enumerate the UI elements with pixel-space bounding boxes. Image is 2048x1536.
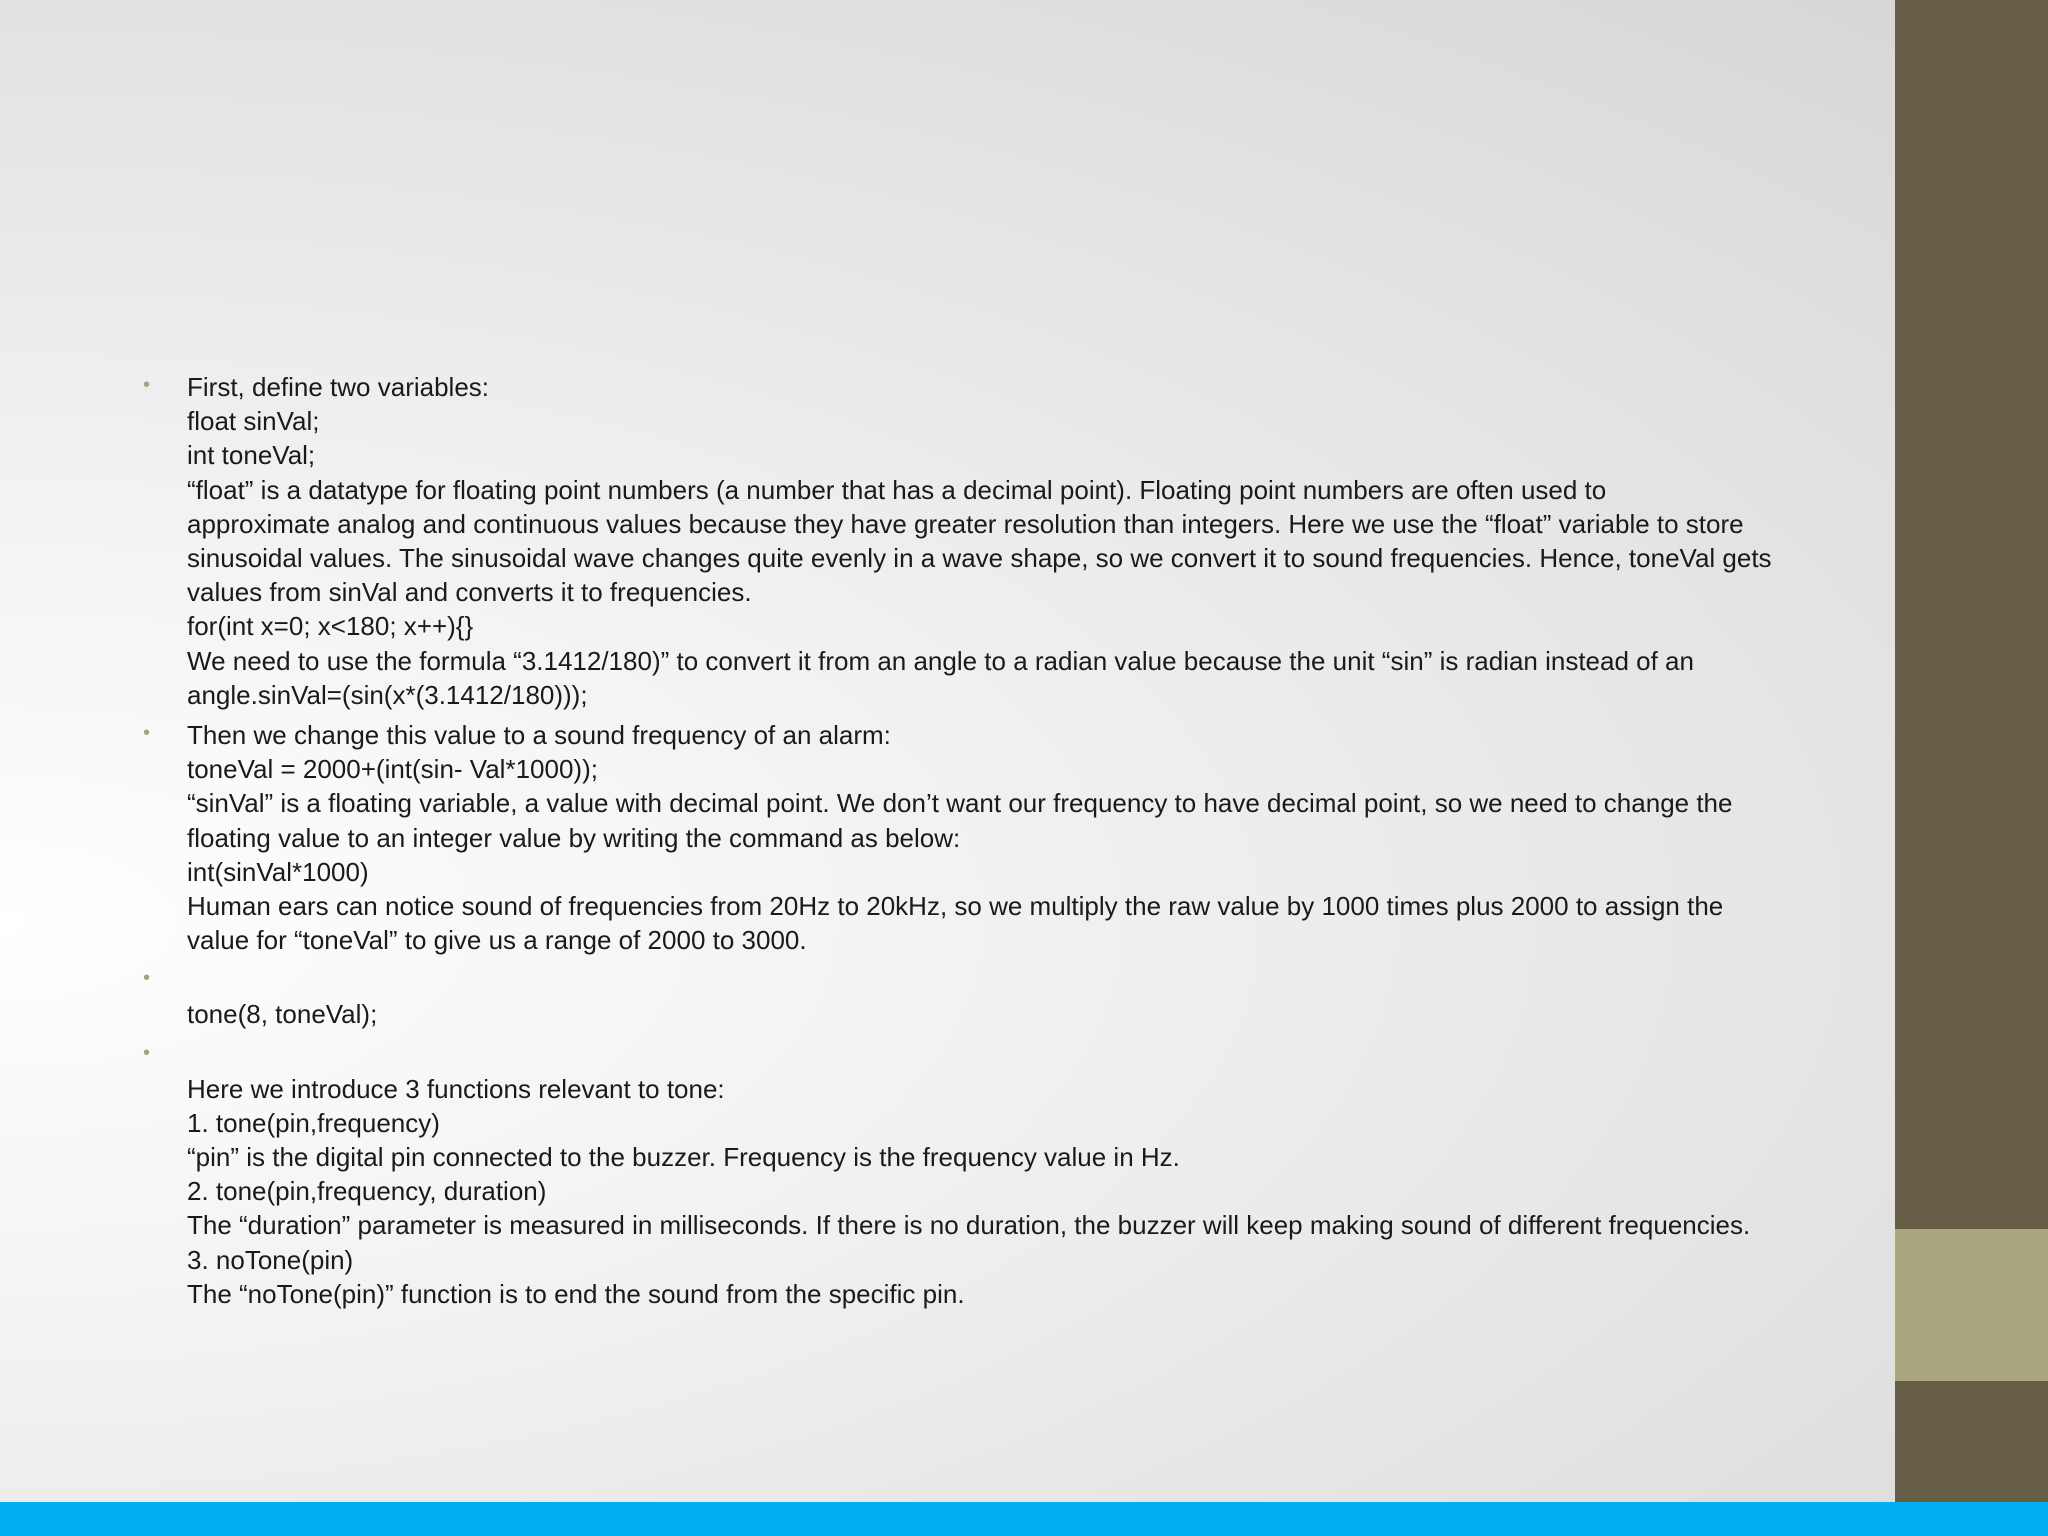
bullet-text-line: First, define two variables: — [187, 372, 490, 402]
bullet-text-line: “sinVal” is a floating variable, a value with decimal point. We don’t want our frequency to have decimal point, so we need to change the — [187, 788, 1733, 819]
bullet-text-line: int toneVal; — [187, 440, 316, 471]
bullet-text-line: Then we change this value to a sound frequency of an alarm: — [187, 720, 891, 751]
bullet-text-line: 1. tone(pin,frequency) — [187, 1107, 440, 1138]
bullet-item — [143, 718, 1793, 957]
right-accent-block — [1895, 1229, 2048, 1381]
bullet-icon: • — [143, 722, 151, 745]
bullet-text-line: values from sinVal and converts it to frequencies. — [187, 577, 752, 608]
bullet-text-line: tone(8, toneVal); — [187, 999, 378, 1030]
bullet-text-line: 3. noTone(pin) — [187, 1244, 354, 1275]
bullet-icon: • — [143, 967, 151, 990]
bullet-text-line: approximate analog and continuous values because they have greater resolution than integers. Here we use the “float” variable to store — [187, 508, 1744, 539]
bullet-text-line: The “noTone(pin)” function is to end the sound from the specific pin. — [187, 1278, 965, 1309]
bullet-text-line: angle.sinVal=(sin(x*(3.1412/180))); — [187, 679, 588, 710]
bullet-empty-line — [187, 1038, 1793, 1072]
bullet-text-line: sinusoidal values. The sinusoidal wave changes quite evenly in a wave shape, so we convert it to sound frequencies. Hence, toneVal gets — [187, 543, 1772, 574]
bottom-decorative-bar — [0, 1502, 2048, 1536]
bullet-empty-line — [187, 963, 1793, 997]
bullet-icon: • — [143, 1041, 151, 1064]
bullet-list — [143, 370, 1793, 1311]
bullet-text-line: float sinVal; — [187, 406, 320, 437]
bullet-text-line: “pin” is the digital pin connected to the buzzer. Frequency is the frequency value in Hz. — [187, 1142, 1180, 1173]
bullet-text-line: 2. tone(pin,frequency, duration) — [187, 1176, 547, 1207]
bullet-item — [143, 370, 1793, 712]
bullet-text-line: toneVal = 2000+(int(sin- Val*1000)); — [187, 754, 598, 785]
bullet-text-line: Human ears can notice sound of frequencies from 20Hz to 20kHz, so we multiply the raw value by 1000 times plus 2000 to assign the — [187, 891, 1724, 922]
bullet-text-line: Here we introduce 3 functions relevant to tone: — [187, 1073, 725, 1104]
bullet-text-line: for(int x=0; x<180; x++){} — [187, 611, 474, 642]
bullet-text-line: We need to use the formula “3.1412/180)” to convert it from an angle to a radian value because the unit “sin” is radian instead of an — [187, 645, 1694, 676]
bullet-item — [143, 963, 1793, 1031]
bullet-text-line: The “duration” parameter is measured in milliseconds. If there is no duration, the buzzer will keep making sound of different frequencies. — [187, 1210, 1751, 1241]
slide-body — [143, 370, 1793, 1317]
bullet-text-line: int(sinVal*1000) — [187, 856, 369, 887]
bullet-item — [143, 1038, 1793, 1311]
bullet-icon: • — [143, 374, 151, 396]
bullet-text-line: floating value to an integer value by writing the command as below: — [187, 822, 961, 853]
bullet-text-line: “float” is a datatype for floating point numbers (a number that has a decimal point). Floating point numbers are often used to — [187, 474, 1607, 505]
bullet-text-line: value for “toneVal” to give us a range of 2000 to 3000. — [187, 925, 807, 956]
